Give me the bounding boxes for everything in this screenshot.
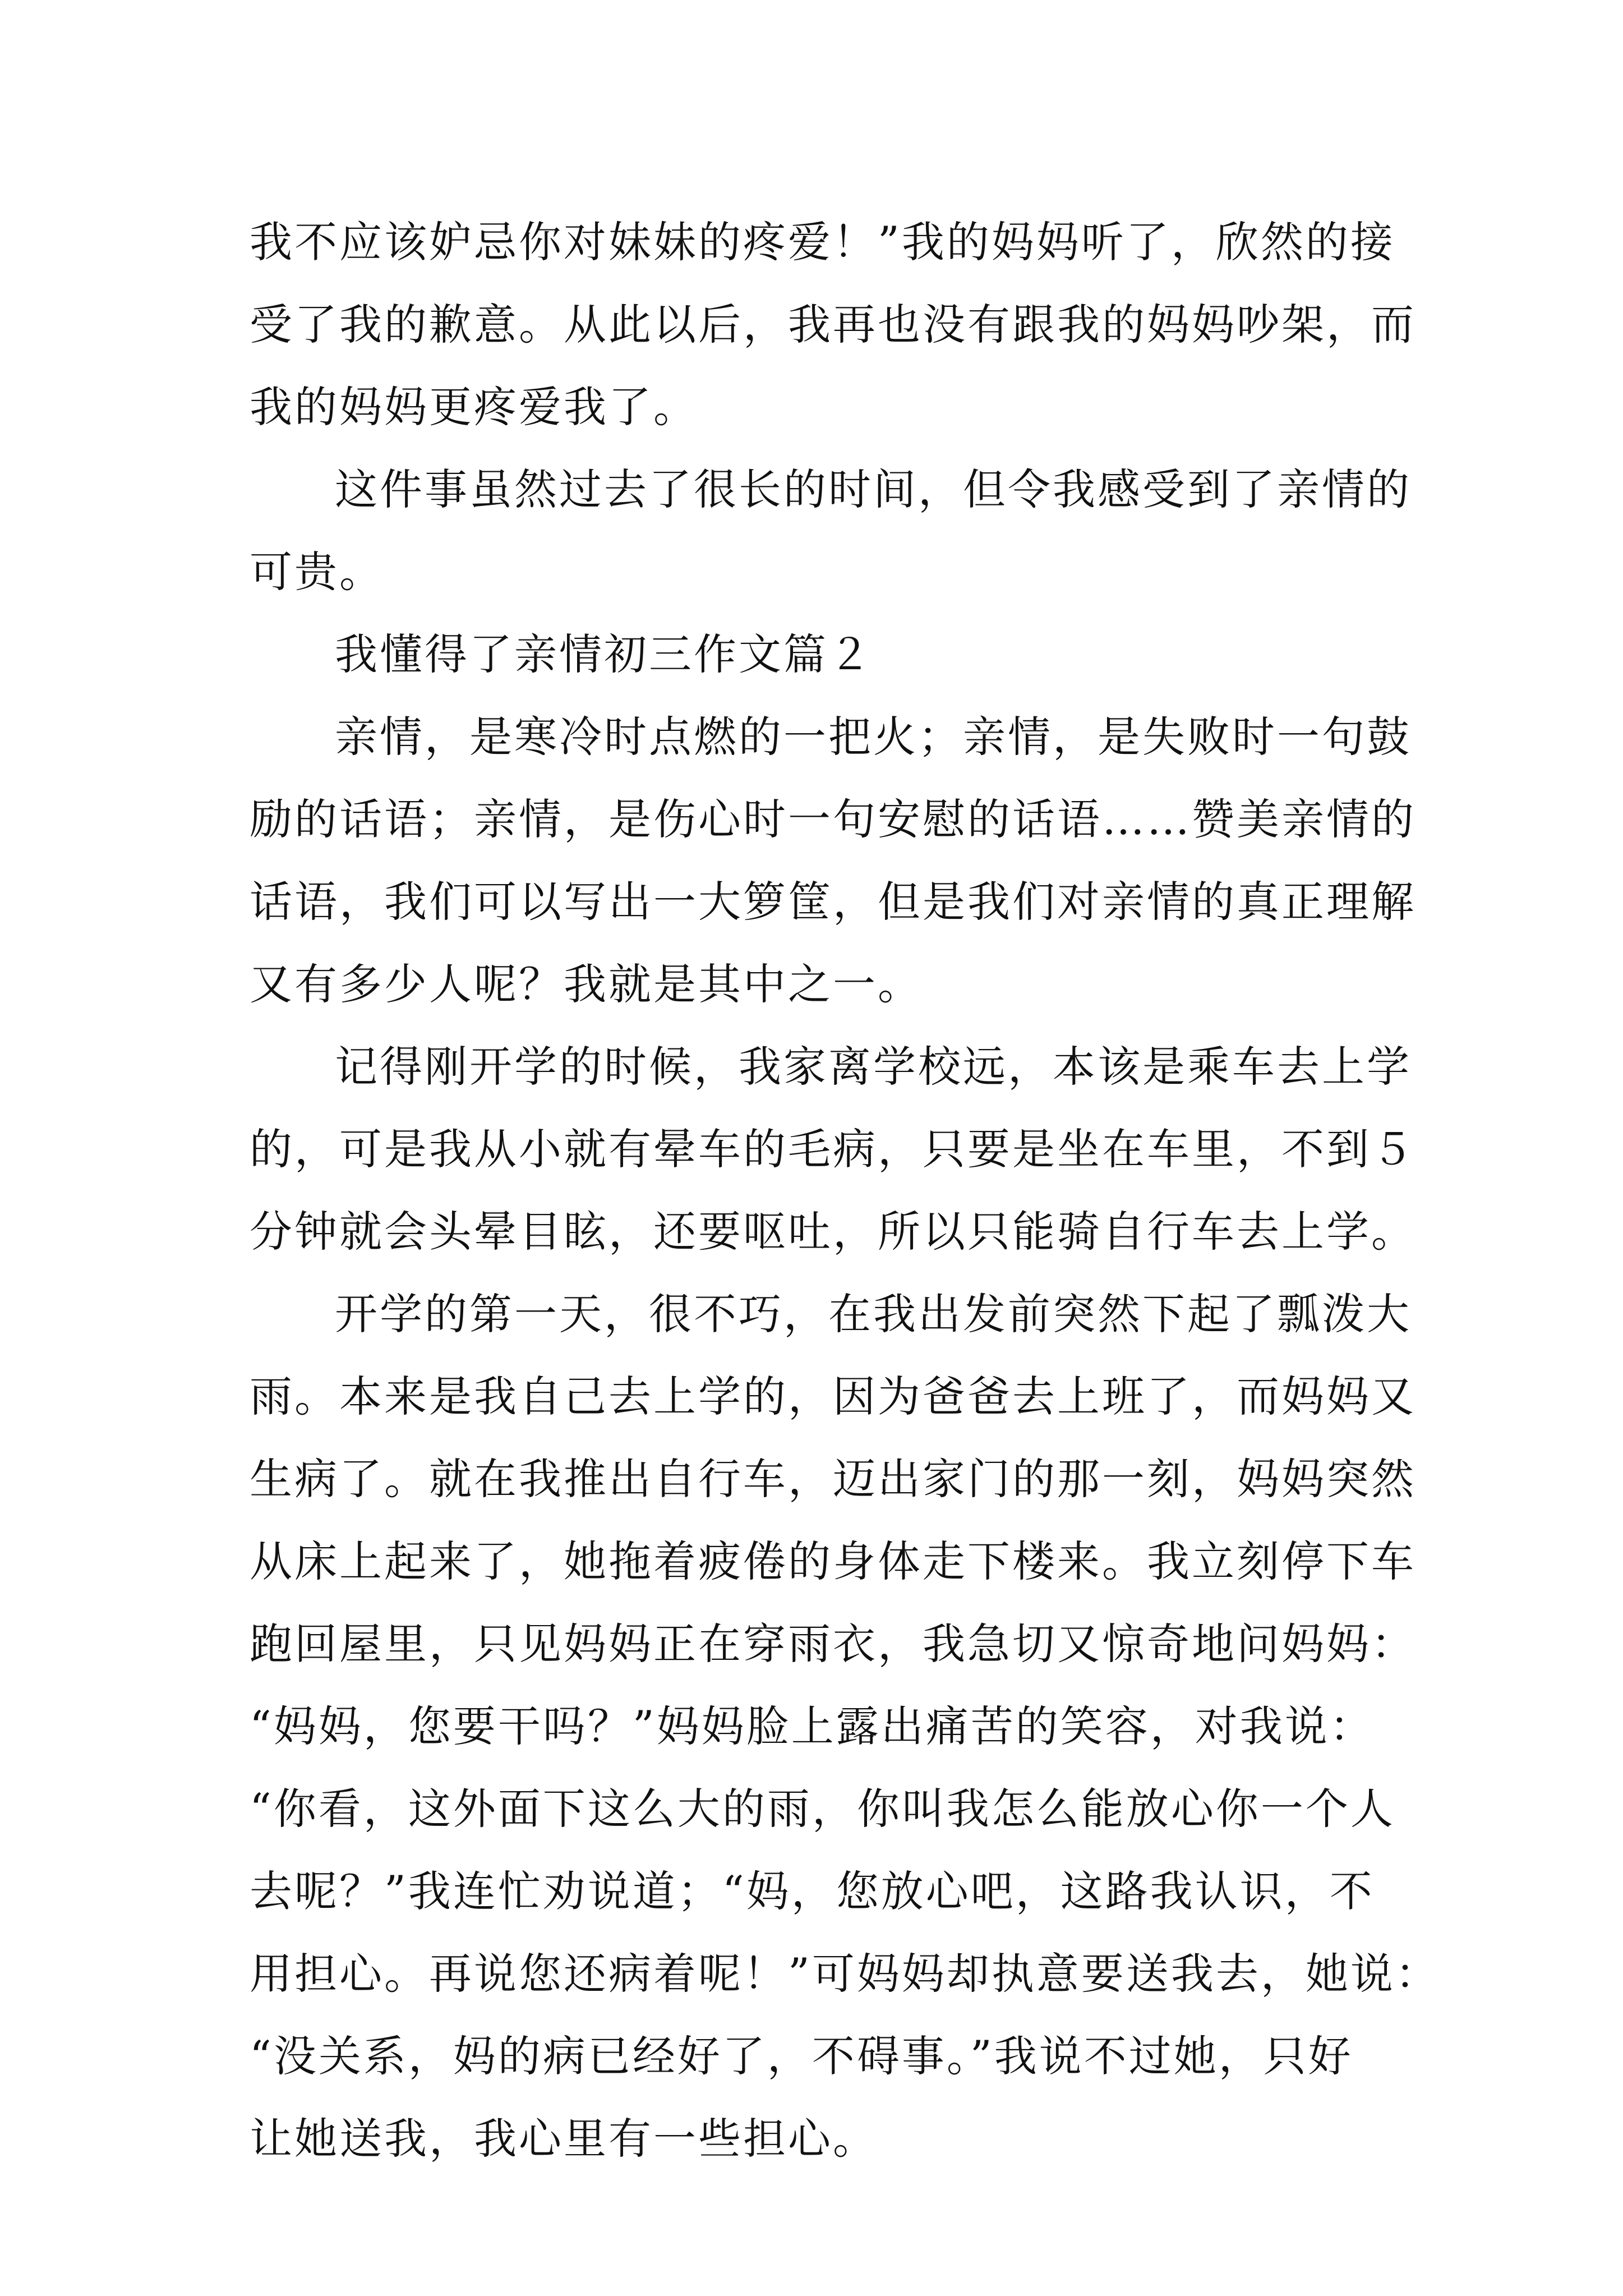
text-line: 受了我的歉意。从此以后，我再也没有跟我的妈妈吵架，而 [250,300,1416,349]
text-line: 分钟就会头晕目眩，还要呕吐，所以只能骑自行车去上学。 [250,1207,1416,1257]
text-line: 跑回屋里，只见妈妈正在穿雨衣，我急切又惊奇地问妈妈： [250,1619,1416,1669]
section-heading: 我懂得了亲情初三作文篇２ [335,629,873,679]
text-line: 亲情，是寒冷时点燃的一把火；亲情，是失败时一句鼓 [335,712,1412,762]
text-line: 我的妈妈更疼爱我了。 [250,382,698,432]
text-line: 励的话语；亲情，是伤心时一句安慰的话语……赞美亲情的 [250,794,1416,844]
text-line: 生病了。就在我推出自行车，迈出家门的那一刻，妈妈突然 [250,1454,1416,1504]
text-line: 这件事虽然过去了很长的时间，但令我感受到了亲情的 [335,464,1412,514]
text-line: 去呢？”我连忙劝说道；“妈，您放心吧，这路我认识，不 [250,1866,1375,1916]
text-line: 的，可是我从小就有晕车的毛病，只要是坐在车里，不到５ [250,1124,1416,1174]
text-line: “妈妈，您要干吗？”妈妈脸上露出痛苦的笑容，对我说： [250,1701,1375,1751]
text-line: 我不应该妒忌你对妹妹的疼爱！”我的妈妈听了，欣然的接 [250,217,1395,267]
text-line: 话语，我们可以写出一大箩筐，但是我们对亲情的真正理解 [250,877,1416,927]
text-line: 记得刚开学的时候，我家离学校远，本该是乘车去上学 [335,1042,1412,1092]
text-line: 从床上起来了，她拖着疲倦的身体走下楼来。我立刻停下车 [250,1536,1416,1586]
text-line: “没关系，妈的病已经好了，不碍事。”我说不过她，只好 [250,2031,1353,2081]
text-line: 开学的第一天，很不巧，在我出发前突然下起了瓢泼大 [335,1289,1412,1339]
text-line: 又有多少人呢？我就是其中之一。 [250,959,923,1009]
text-line: 让她送我，我心里有一些担心。 [250,2114,878,2164]
text-line: 可贵。 [250,547,384,597]
text-line: “你看，这外面下这么大的雨，你叫我怎么能放心你一个人 [250,1784,1395,1834]
text-line: 用担心。再说您还病着呢！”可妈妈却执意要送我去，她说： [250,1949,1440,1999]
text-line: 雨。本来是我自己去上学的，因为爸爸去上班了，而妈妈又 [250,1372,1416,1421]
